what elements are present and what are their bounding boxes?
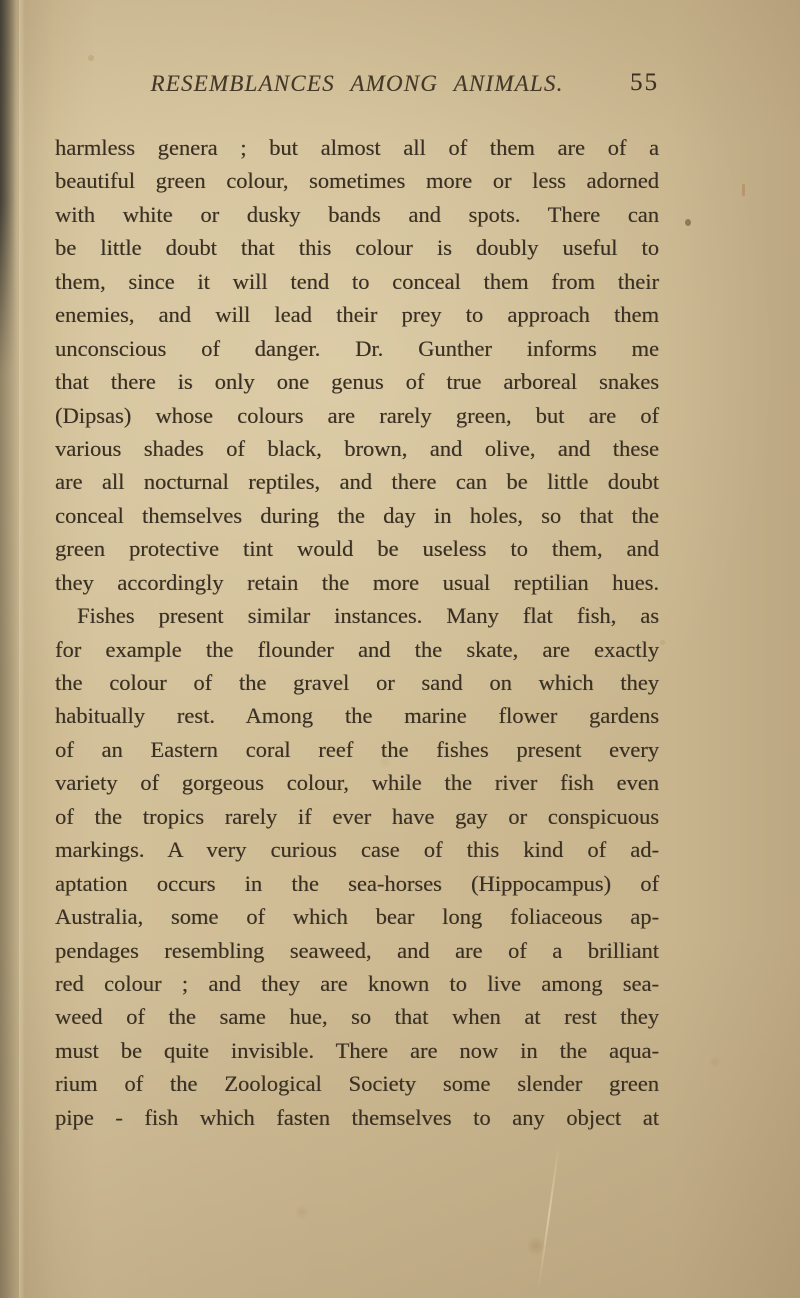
paper-speck (742, 184, 745, 196)
text-line: conceal themselves during the day in holes, so that the (55, 502, 659, 528)
page-edge-dark-strip (0, 0, 16, 370)
text-line: of an Eastern coral reef the fishes present every (55, 736, 659, 762)
text-line: Australia, some of which bear long foliaceous ap- (55, 904, 659, 930)
running-head-title: RESEMBLANCES AMONG ANIMALS. (150, 71, 564, 96)
text-line: pipe - fish which fasten themselves to any object at (55, 1104, 659, 1130)
text-line: beautiful green colour, sometimes more or less adorned (55, 168, 659, 194)
text-line: aptation occurs in the sea-horses (Hippocampus) of (55, 870, 659, 896)
paper-scratch (538, 1141, 560, 1290)
text-line: rium of the Zoological Society some slender green (55, 1071, 659, 1097)
text-line: unconscious of danger. Dr. Gunther informs me (55, 335, 659, 361)
paper-speck (685, 219, 691, 226)
text-line: red colour ; and they are known to live among sea- (55, 970, 659, 996)
text-line: Fishes present similar instances. Many flat fish, as (77, 603, 659, 629)
text-line: of the tropics rarely if ever have gay or conspicuous (55, 803, 659, 829)
text-line: enemies, and will lead their prey to approach them (55, 302, 659, 328)
text-line: various shades of black, brown, and olive, and these (55, 435, 659, 461)
text-line: them, since it will tend to conceal them from their (55, 268, 659, 294)
text-line: markings. A very curious case of this kind of ad- (55, 837, 659, 863)
text-line: must be quite invisible. There are now in the aqua- (55, 1037, 659, 1063)
paper-speck (272, 146, 276, 150)
text-line: that there is only one genus of true arboreal snakes (55, 369, 659, 395)
body-text (55, 131, 659, 1134)
running-head (55, 71, 659, 96)
text-line: the colour of the gravel or sand on which they (55, 670, 659, 695)
text-line: green protective tint would be useless to them, and (55, 536, 659, 562)
text-line: pendages resembling seaweed, and are of a brilliant (55, 937, 659, 963)
text-line: they accordingly retain the more usual reptilian hues. (55, 569, 659, 595)
text-line: are all nocturnal reptiles, and there can be little doubt (55, 469, 659, 495)
text-line: weed of the same hue, so that when at rest they (55, 1004, 659, 1030)
text-line: habitually rest. Among the marine flower gardens (55, 703, 659, 729)
text-line: (Dipsas) whose colours are rarely green, but are of (55, 402, 659, 428)
text-line: harmless genera ; but almost all of them are of a (55, 135, 659, 160)
text-line: variety of gorgeous colour, while the river fish even (55, 770, 659, 796)
text-line: for example the flounder and the skate, are exactly (55, 636, 659, 662)
text-line: with white or dusky bands and spots. There can (55, 201, 659, 227)
paper-speck (88, 55, 94, 61)
page-gutter-highlight (19, 0, 25, 1298)
page-number: 55 (630, 69, 659, 96)
text-line: be little doubt that this colour is doubly useful to (55, 235, 659, 261)
paper-speck (660, 640, 665, 645)
